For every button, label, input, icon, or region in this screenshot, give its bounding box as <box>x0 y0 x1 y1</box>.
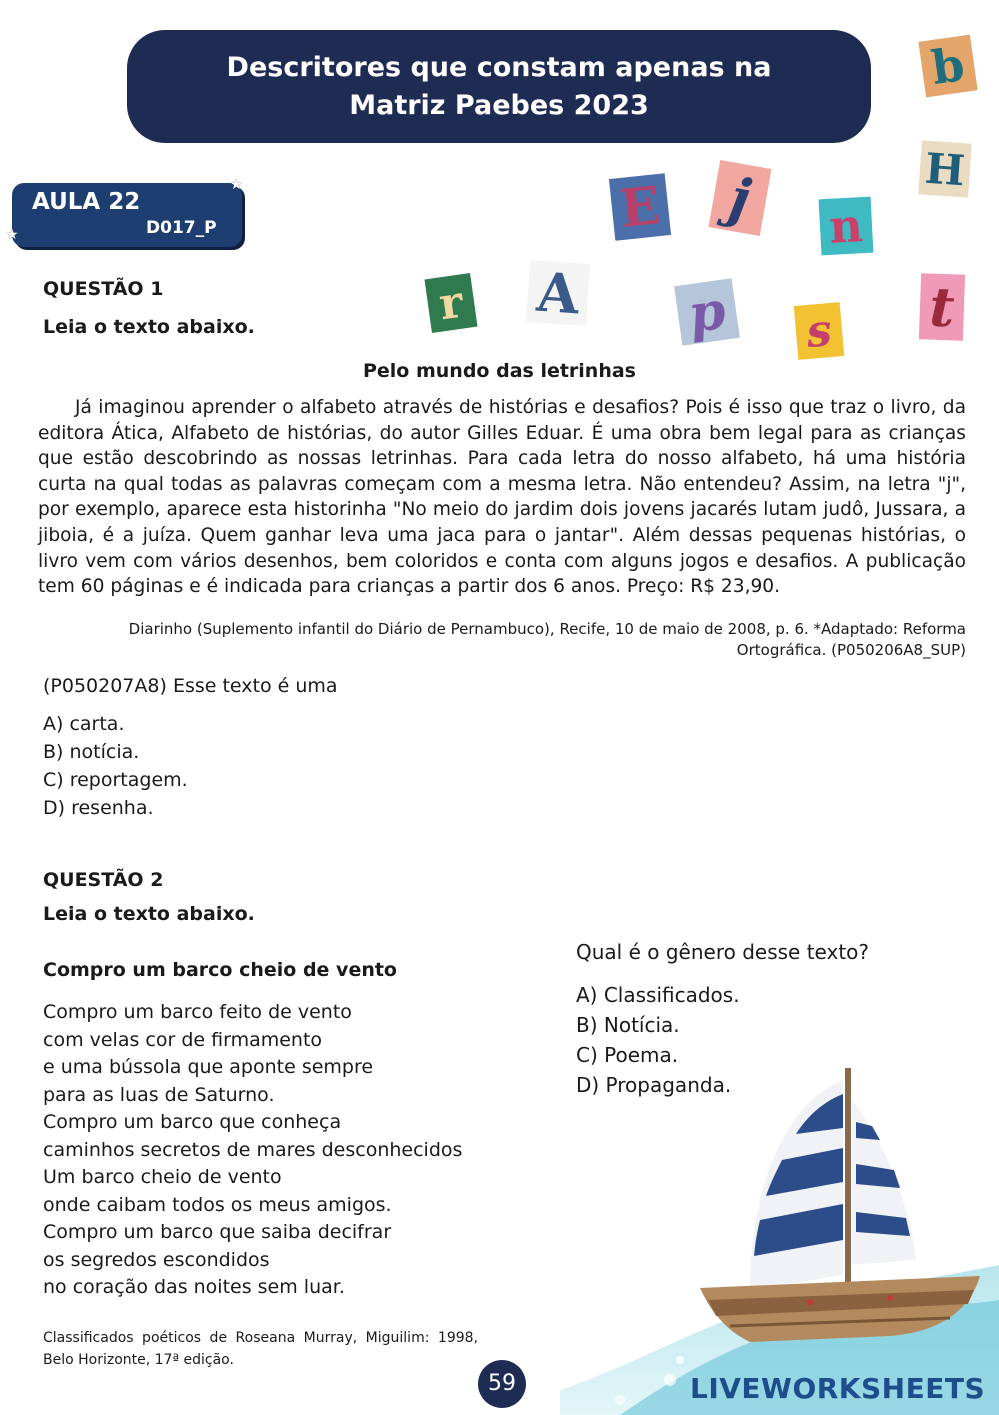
header-line-2: Matriz Paebes 2023 <box>349 89 649 121</box>
decor-letter-p: p <box>674 278 740 345</box>
poem-line: Um barco cheio de vento <box>43 1166 282 1188</box>
option-b[interactable]: B) notícia. <box>43 741 140 763</box>
question-1-heading: QUESTÃO 1 <box>43 278 164 300</box>
lesson-badge <box>6 177 243 247</box>
poem-line: onde caibam todos os meus amigos. <box>43 1193 392 1216</box>
text-1-source-line-2: Ortográfica. (P050206A8_SUP) <box>736 641 966 659</box>
decor-letter-e: E <box>609 173 671 241</box>
decor-letter-t: t <box>919 273 965 340</box>
poem-line: para as luas de Saturno. <box>43 1083 275 1106</box>
decor-letter-h: H <box>918 140 972 197</box>
question-2-stem: Qual é o gênero desse texto? <box>576 940 870 964</box>
question-1-stem: (P050207A8) Esse texto é uma <box>43 675 338 697</box>
option-c[interactable]: C) reportagem. <box>43 769 188 791</box>
poem-line: no coração das noites sem luar. <box>43 1276 345 1298</box>
poem-line: Compro um barco feito de vento <box>43 1001 352 1023</box>
option-b[interactable]: B) Notícia. <box>576 1013 680 1037</box>
option-a[interactable]: A) carta. <box>43 713 125 735</box>
decor-letter-r: r <box>424 273 477 333</box>
lesson-title: AULA 22 <box>32 189 141 215</box>
decor-letter-s: s <box>794 302 845 360</box>
poem-line: Compro um barco que conheça <box>43 1111 342 1133</box>
question-2-heading: QUESTÃO 2 <box>43 869 164 891</box>
question-1-options <box>43 710 188 822</box>
poem-line: os segredos escondidos <box>43 1248 270 1271</box>
star-icon: ★ <box>230 177 243 193</box>
descriptor-code: D017_P <box>146 218 217 238</box>
sailboat-illustration <box>560 1060 999 1415</box>
poem-source: Classificados poéticos de Roseana Murray, Miguilim: 1998, Belo Horizonte, 17ª edição. <box>43 1330 478 1368</box>
text-1-source-line-1: Diarinho (Suplemento infantil do Diário de Pernambuco), Recife, 10 de maio de 2008, p. 6. *Adaptado: Reforma <box>128 620 966 638</box>
page-header-banner <box>127 30 871 143</box>
text-1-title: Pelo mundo das letrinhas <box>362 360 636 382</box>
decor-letter-a: A <box>526 260 590 326</box>
star-icon: ★ <box>6 227 19 243</box>
decor-letter-j: j <box>708 160 771 236</box>
question-2-instruction: Leia o texto abaixo. <box>43 903 255 925</box>
option-a[interactable]: A) Classificados. <box>576 983 740 1007</box>
option-d[interactable]: D) Propaganda. <box>576 1073 732 1097</box>
page-number: 59 <box>478 1360 526 1408</box>
decor-letter-b: b <box>918 35 977 98</box>
poem-title: Compro um barco cheio de vento <box>43 959 397 981</box>
text-1-body: Já imaginou aprender o alfabeto através de histórias e desafios? Pois é isso que traz o livro, da editora Ática, Alfabeto de histórias, do autor Gilles Eduar. É uma obra bem legal para as crianças que estão descobrindo as nossas letrinhas. Para cada letra do nosso alfabeto, há uma história curta na qual todas as palavras começam com a mesma letra. Não entendeu? Assim, na letra "j", por exemplo, aparece esta historinha "No meio do jardim dois jovens jacarés lutam judô, Jussara, a jiboia, é a juíza. Quem ganhar leva uma jaca para o jantar". Além dessas pequenas histórias, o livro vem com vários desenhos, bem coloridos e conta com alguns jogos e desafios. A publicação tem 60 páginas e é indicada para crianças a partir dos 6 anos. Preço: R$ 23,90. <box>38 397 966 598</box>
header-line-1: Descritores que constam apenas na <box>226 51 772 83</box>
option-c[interactable]: C) Poema. <box>576 1043 679 1067</box>
decor-letter-n: n <box>819 197 874 256</box>
brand-logo <box>690 1372 985 1405</box>
question-1-instruction: Leia o texto abaixo. <box>43 316 255 338</box>
poem-line: Compro um barco que saiba decifrar <box>43 1221 392 1243</box>
poem-line: com velas cor de firmamento <box>43 1028 323 1051</box>
poem-line: e uma bússola que aponte sempre <box>43 1056 374 1078</box>
brand-text: LIVEWORKSHEETS <box>690 1372 986 1405</box>
text-1-source <box>60 619 966 661</box>
poem-line: caminhos secretos de mares desconhecidos <box>43 1138 463 1161</box>
option-d[interactable]: D) resenha. <box>43 797 154 819</box>
poem-body <box>43 999 462 1302</box>
